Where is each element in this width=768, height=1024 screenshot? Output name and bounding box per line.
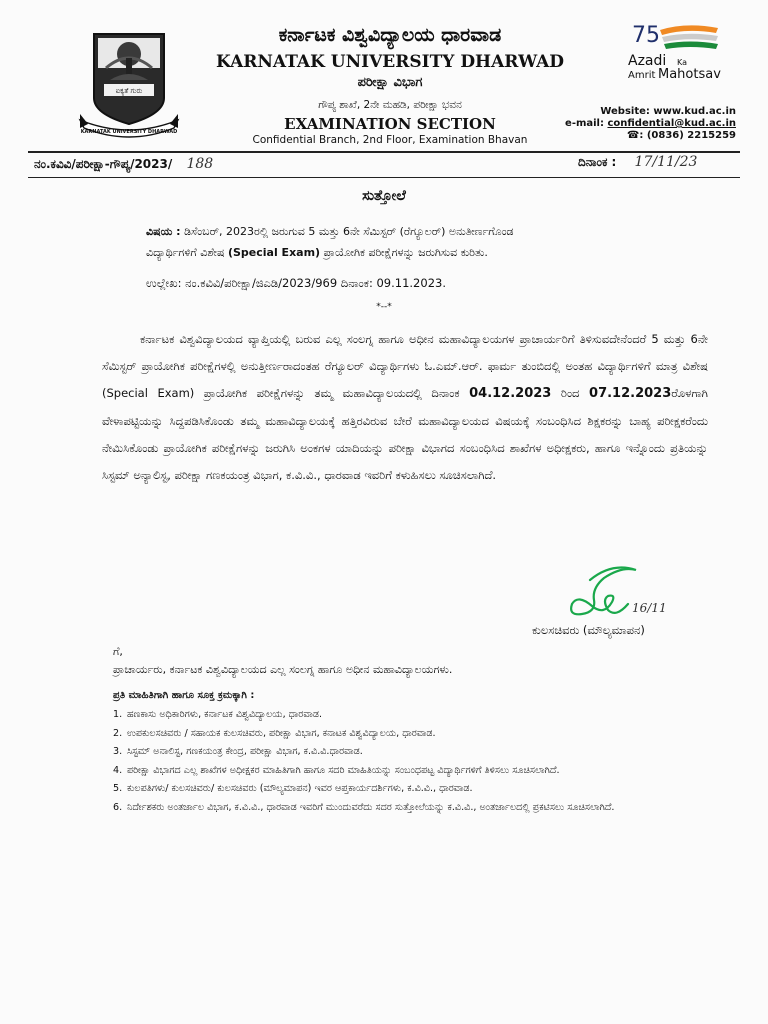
logo-ribbon: KARNATAK UNIVERSITY DHARWAD: [80, 129, 178, 135]
subject-line-2: [146, 242, 706, 263]
subject-label: ವಿಷಯ :: [146, 225, 181, 238]
list-item-number: 2.: [113, 727, 123, 739]
email-link[interactable]: confidential@kud.ac.in: [607, 118, 736, 129]
list-item: [113, 708, 705, 723]
reference-number: [34, 156, 213, 172]
list-item: [113, 745, 705, 760]
recipient-text: ಪ್ರಾಚಾರ್ಯರು, ಕರ್ನಾಟಕ ವಿಶ್ವವಿದ್ಯಾಲಯದ ಎಲ್ಲ ಸಂಲಗ್ನ ಹಾಗೂ ಅಧೀನ ಮಹಾವಿದ್ಯಾಲಯಗಳು.: [113, 663, 453, 676]
branch-english: Confidential Branch, 2nd Floor, Examination Bhavan: [252, 134, 528, 146]
list-item-number: 1.: [113, 709, 123, 720]
date-field: [578, 154, 697, 170]
registrar-signature: [552, 560, 682, 630]
date-to: 07.12.2023: [589, 386, 672, 402]
list-item: [113, 782, 705, 797]
registrar-title: ಕುಲಸಚಿವರು (ಮೌಲ್ಯಮಾಪನ): [532, 623, 645, 637]
list-item: [113, 764, 705, 779]
university-name-english: KARNATAK UNIVERSITY DHARWAD: [215, 52, 565, 72]
list-item: [113, 801, 705, 816]
branch-kannada: ಗೌಪ್ಯ ಶಾಖೆ, 2ನೇ ಮಹಡಿ, ಪರೀಕ್ಷಾ ಭವನ: [318, 99, 462, 111]
header-rule-bottom: [28, 177, 740, 178]
copy-heading: ಪ್ರತಿ ಮಾಹಿತಿಗಾಗಿ ಹಾಗೂ ಸೂಕ್ತ ಕ್ರಮಕ್ಕಾಗಿ :: [113, 690, 255, 701]
emblem-azadi: Azadi: [628, 53, 667, 69]
list-item-text: ಕುಲಪತಿಗಳು/ ಕುಲಸಚಿವರು/ ಕುಲಸಚಿವರು (ಮೌಲ್ಯಮಾಪನ) ಇವರ ಆಪ್ತಕಾರ್ಯದರ್ಶಿಗಳು, ಕ.ವಿ.ವಿ., ಧಾರವಾಡ.: [127, 783, 473, 795]
emblem-ka: Ka: [677, 58, 688, 67]
body-text-3: ರೊಳಗಾಗಿ ವೇಳಾಪಟ್ಟಿಯನ್ನು ಸಿದ್ದಪಡಿಸಿಕೊಂಡು ತಮ್ಮ ಮಹಾವಿದ್ಯಾಲಯಕ್ಕೆ ಹತ್ತಿರವಿರುವ ಬೇರೆ ಮಹಾವಿದ್ಯಾಲಯದ ವಿಷಯಕ್ಕೆ ಸಂಬಂಧಿಸಿದ ಶಿಕ್ಷಕರನ್ನು ಬಾಹ್ಯ ಪರೀಕ್ಷಕರೆಂದು ನೇಮಿಸಿಕೊಂಡು ಪ್ರಾಯೋಗಿಕ ಪರೀಕ್ಷೆಗಳನ್ನು ಜರುಗಿಸಿ ಅಂಕಗಳ ಯಾದಿಯನ್ನು ಪರೀಕ್ಷಾ ವಿಭಾಗದ ಸಂಬಂಧಿಸಿದ ಶಾಖೆಗಳ ಅಧೀಕ್ಷಕರು, ಹಾಗೂ ಇನ್ನೊಂದು ಪ್ರತಿಯನ್ನು ಸಿಸ್ಟಮ್ ಅನ್ಯಾಲಿಸ್ಟ, ಪರೀಕ್ಷಾ ಗಣಕಯಂತ್ರ ವಿಭಾಗ, ಕ.ವಿ.ವಿ., ಧಾರವಾಡ ಇವರಿಗೆ ಕಳುಹಿಸಲು ಸೂಚಿಸಲಾಗಿದೆ.: [102, 386, 708, 483]
list-item-number: 5.: [113, 783, 123, 795]
separator: *--*: [376, 302, 392, 312]
email-line: [565, 118, 736, 129]
list-item-number: 4.: [113, 764, 123, 776]
reference-line: ಉಲ್ಲೇಖ: ನಂ.ಕವಿವಿ/ಪರೀಕ್ಷಾ/ಜಿಎಡಿ/2023/969 ದಿನಾಂಕ: 09.11.2023.: [146, 276, 446, 290]
list-item-number: 3.: [113, 746, 123, 758]
handwritten-date: 17/11/23: [634, 154, 698, 170]
list-item-text: ಸಿಸ್ಟಮ್ ಅನಾಲಿಸ್ಟ, ಗಣಕಯಂತ್ರ ಕೇಂದ್ರ, ಪರೀಕ್ಷಾ ವಿಭಾಗ, ಕ.ವಿ.ವಿ.ಧಾರವಾಡ.: [127, 746, 363, 758]
list-item-text: ಉಪಕುಲಸಚಿವರು / ಸಹಾಯಕ ಕುಲಸಚಿವರು, ಪರೀಕ್ಷಾ ವಿಭಾಗ, ಕನಾಟಕ ವಿಶ್ವವಿದ್ಯಾಲಯ, ಧಾರವಾಡ.: [127, 727, 436, 739]
list-item-text: ನಿರ್ದೇಶಕರು ಅಂತರ್ಜಾಲ ವಿಭಾಗ, ಕ.ವಿ.ವಿ., ಧಾರವಾಡ ಇವರಿಗೆ ಮುಂದುವರೆದು ಸದರ ಸುತ್ತೋಲೆಯನ್ನು ಕ.ವಿ.ವಿ., ಅಂತರ್ಜಾಲದಲ್ಲಿ ಪ್ರಕಟಿಸಲು ಸೂಚಿಸಲಾಗಿದೆ.: [127, 801, 615, 813]
university-name-kannada: ಕರ್ನಾಟಕ ವಿಶ್ವವಿದ್ಯಾಲಯ ಧಾರವಾಡ: [278, 24, 502, 46]
section-name-english: EXAMINATION SECTION: [284, 115, 496, 133]
subject-line-1: [146, 221, 706, 242]
university-logo: [76, 28, 182, 140]
handwritten-number: 188: [186, 156, 214, 172]
list-item-text: ಪರೀಕ್ಷಾ ವಿಭಾಗದ ಎಲ್ಲ ಶಾಖೆಗಳ ಅಧೀಕ್ಷಕರ ಮಾಹಿತಿಗಾಗಿ ಹಾಗೂ ಸದರಿ ಮಾಹಿತಿಯನ್ನು ಸಂಬಂಧಪಟ್ಟ ವಿದ್ಯಾರ್ಥಿಗಳಿಗೆ ತಿಳಿಸಲು ಸೂಚಿಸಲಾಗಿದೆ.: [127, 764, 560, 776]
section-name-kannada: ಪರೀಕ್ಷಾ ವಿಭಾಗ: [357, 75, 423, 90]
website-text: Website: www.kud.ac.in: [600, 106, 736, 117]
body-text-1: ಕರ್ನಾಟಕ ವಿಶ್ವವಿದ್ಯಾಲಯದ ವ್ಯಾಪ್ತಿಯಲ್ಲಿ ಬರುವ ಎಲ್ಲ ಸಂಲಗ್ನ ಹಾಗೂ ಅಧೀನ ಮಹಾವಿದ್ಯಾಲಯಗಳ ಪ್ರಾಚಾರ್ಯರಿಗೆ ತಿಳಿಸುವದೇನೆಂದರೆ 5 ಮತ್ತು 6ನೇ ಸೆಮಿಸ್ಟರ್ ಪ್ರಾಯೋಗಿಕ ಪರೀಕ್ಷೆಗಳಲ್ಲಿ ಅನುತ್ತೀರ್ಣರಾದಂತಹ ರೆಗ್ಯೂಲರ್ ವಿದ್ಯಾರ್ಥಿಗಳು ಓ.ಎಮ್.ಆರ್. ಫಾರ್ಮ ತುಂಬಿದಲ್ಲಿ ಅಂತಹ ವಿದ್ಯಾರ್ಥಿಗಳಿಗೆ ಮಾತ್ರ ವಿಶೇಷ (Special Exam) ಪ್ರಾಯೋಗಿಕ ಪರೀಕ್ಷೆಗಳನ್ನು ತಮ್ಮ ಮಹಾವಿದ್ಯಾಲಯದಲ್ಲಿ ದಿನಾಂಕ: [102, 332, 708, 401]
signature-date: 16/11: [632, 601, 667, 615]
subject-text-1: ಡಿಸೆಂಬರ್, 2023ರಲ್ಲಿ ಜರುಗುವ 5 ಮತ್ತು 6ನೇ ಸೆಮಿಸ್ಟರ್ (ರೆಗ್ಯೂಲರ್) ಅನುತೀರ್ಣಗೊಂಡ: [184, 225, 514, 238]
subject-block: [146, 221, 706, 263]
phone-text: ☎: (0836) 2215259: [626, 130, 736, 141]
list-item-text: ಹಣಕಾಸು ಅಧಿಕಾರಿಗಳು, ಕರ್ನಾಟಕ ವಿಶ್ವವಿದ್ಯಾಲಯ, ಧಾರವಾಡ.: [127, 709, 323, 720]
emblem-amrit: Amrit: [628, 70, 656, 81]
reference-prefix: ನಂ.ಕವಿವಿ/ಪರೀಕ್ಷಾ-ಗೌಪ್ಯ/2023/: [34, 157, 173, 171]
body-paragraph: [102, 326, 708, 489]
subject-special-exam: (Special Exam): [227, 246, 321, 259]
body-text-2: ರಿಂದ: [551, 386, 590, 401]
emblem-mahotsav: Mahotsav: [658, 67, 721, 82]
to-label: ಗೆ,: [113, 645, 123, 658]
list-item-number: 6.: [113, 801, 123, 813]
recipient-block: [113, 643, 452, 679]
date-from: 04.12.2023: [469, 386, 552, 402]
header-rule-top: [28, 151, 740, 153]
azadi-mahotsav-emblem: [626, 20, 738, 82]
copy-list: [113, 708, 705, 820]
logo-motto: ಐಕ್ಯತೆ ಗುರು: [115, 87, 143, 95]
list-item: [113, 727, 705, 742]
subject-text-2a: ವಿದ್ಯಾರ್ಥಿಗಳಿಗೆ ವಿಶೇಷ: [146, 246, 228, 259]
date-label: ದಿನಾಂಕ :: [578, 155, 617, 169]
email-label: e-mail:: [565, 118, 608, 129]
circular-title: ಸುತ್ತೋಲೆ: [362, 188, 406, 204]
emblem-75: 75: [632, 23, 660, 48]
subject-text-2c: ಪ್ರಾಯೋಗಿಕ ಪರೀಕ್ಷೆಗಳನ್ನು ಜರುಗಿಸುವ ಕುರಿತು.: [320, 246, 488, 259]
